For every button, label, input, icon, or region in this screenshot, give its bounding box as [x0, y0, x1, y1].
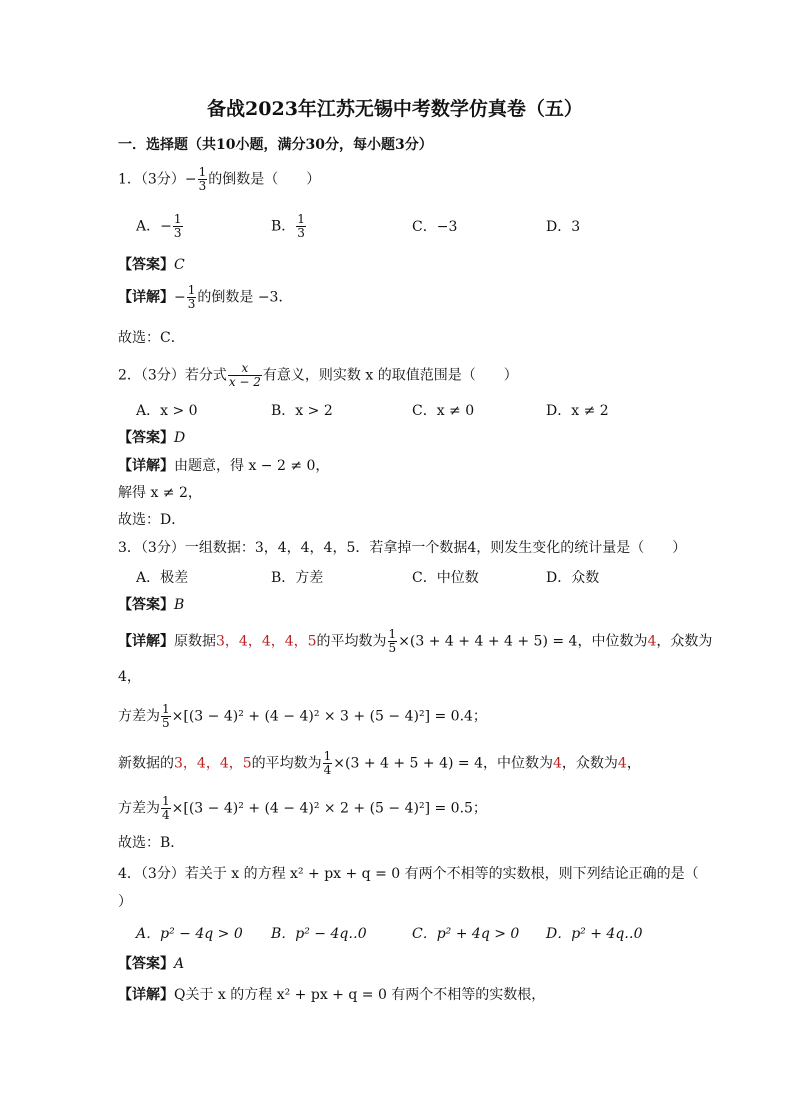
q3-d1-median: 4 — [647, 633, 657, 650]
q3-choose: 故选：B． — [118, 835, 185, 851]
q3-d4-den: 4 — [162, 808, 170, 822]
q2-detail-2: 解得 x ≠ 2， — [118, 485, 202, 501]
q3-detail-4 — [118, 795, 487, 822]
q4-option-b: B．p² − 4q‥0 — [271, 926, 367, 942]
q3-d2-frac — [161, 703, 171, 730]
question-3: 3．（3分）一组数据：3，4，4，4，5．若拿掉一个数据4，则发生变化的统计量是（ ） — [118, 540, 687, 556]
q3-d1-mid: 的平均数为 — [316, 633, 387, 650]
q1-fraction — [198, 166, 208, 193]
q3-d2-den: 5 — [162, 716, 170, 730]
q2-option-c: C．x ≠ 0 — [412, 403, 475, 419]
q1-frac-den: 3 — [198, 179, 207, 193]
q4-detail-line — [118, 986, 545, 1004]
q2-option-d: D．x ≠ 2 — [546, 403, 609, 419]
question-4: 4．（3分）若关于 x 的方程 x² + px + q = 0 有两个不相等的实数根，则下列结论正确的是（ — [118, 866, 699, 882]
q3-d1-num: 1 — [388, 627, 397, 641]
answer-tag: 【答案】 — [118, 430, 174, 446]
q1-choose: 故选：C． — [118, 330, 185, 346]
q3-d1-expr: ×(3 + 4 + 4 + 4 + 5) = 4，中位数为 — [398, 633, 648, 650]
q3-d3-den: 4 — [323, 763, 332, 777]
q1-opt-b-num: 1 — [297, 212, 305, 226]
q3-d4-frac — [161, 795, 171, 822]
q3-d1-frac — [388, 628, 398, 655]
q4-option-a: A．p² − 4q > 0 — [136, 926, 243, 942]
q3-answer: B — [174, 597, 185, 613]
q2-detail-line — [118, 457, 329, 475]
q1-detail-line — [118, 284, 292, 311]
detail-tag: 【详解】 — [118, 289, 174, 306]
q2-answer: D — [174, 430, 186, 446]
q3-detail-1 — [118, 628, 712, 655]
q1-option-b — [271, 213, 307, 240]
q3-d2-num: 1 — [162, 702, 170, 716]
q3-d2-expr: ×[(3 − 4)² + (4 − 4)² × 3 + (5 − 4)²] = 0.4； — [171, 708, 487, 725]
q3-d4-num: 1 — [162, 794, 170, 808]
q1-answer: C — [174, 257, 185, 273]
answer-tag: 【答案】 — [118, 597, 174, 613]
q4-option-d: D．p² + 4q‥0 — [546, 926, 643, 942]
detail-tag: 【详解】 — [118, 633, 174, 650]
q2-fraction — [228, 362, 262, 389]
q3-d1-pre: 原数据 — [174, 633, 216, 650]
q1-option-a — [136, 213, 184, 240]
section-heading: 一．选择题（共10小题，满分30分，每小题3分） — [118, 137, 433, 153]
q1-answer-line — [118, 256, 185, 274]
q1-frac-num: 1 — [198, 165, 207, 179]
q3-d1-mode-label: ，众数为 — [656, 633, 713, 650]
q3-answer-line — [118, 596, 184, 614]
q1-opt-b-den: 3 — [297, 226, 305, 240]
q3-detail-1-wrap: 4， — [118, 669, 141, 685]
q3-d3-expr: ×(3 + 4 + 5 + 4) = 4，中位数为 — [333, 755, 553, 772]
q1-opt-a-label: A． — [136, 218, 161, 235]
q1-opt-a-frac — [173, 213, 183, 240]
q1-opt-b-label: B． — [271, 218, 296, 235]
answer-tag: 【答案】 — [118, 257, 174, 273]
q2-choose: 故选：D． — [118, 512, 186, 528]
q1-detail-den: 3 — [187, 297, 196, 311]
question-1 — [118, 166, 320, 193]
q3-d3-end: ， — [626, 755, 641, 772]
q3-detail-2 — [118, 703, 487, 730]
q3-d4-pre: 方差为 — [118, 800, 160, 817]
q1-sign: − — [184, 171, 197, 188]
q2-suffix: 有意义，则实数 x 的取值范围是（ ） — [262, 367, 518, 384]
q3-d3-mid: 的平均数为 — [251, 755, 322, 772]
q2-option-b: B．x > 2 — [271, 403, 333, 419]
detail-tag: 【详解】 — [118, 458, 174, 474]
q2-prefix: 2．（3分）若分式 — [118, 367, 227, 384]
q3-detail-3 — [118, 750, 641, 777]
q1-option-d: D．3 — [546, 219, 581, 235]
question-2 — [118, 362, 518, 389]
q2-answer-line — [118, 429, 185, 447]
q3-d3-mode-label: ，众数为 — [561, 755, 618, 772]
q2-detail: 由题意，得 x − 2 ≠ 0， — [174, 458, 330, 474]
q3-d3-pre: 新数据的 — [118, 755, 174, 772]
q3-d3-mode: 4 — [617, 755, 627, 772]
q1-prefix: 1．（3分） — [118, 171, 185, 188]
q3-d1-data: 3，4，4，4，5 — [216, 633, 317, 650]
q1-option-c: C．−3 — [412, 219, 458, 235]
q3-d1-den: 5 — [388, 641, 397, 655]
q4-option-c: C．p² + 4q > 0 — [412, 926, 520, 942]
q3-option-b: B．方差 — [271, 570, 324, 586]
q1-detail-num: 1 — [187, 283, 196, 297]
page-title: 备战2023年江苏无锡中考数学仿真卷（五） — [207, 98, 583, 120]
q1-opt-b-frac — [296, 213, 306, 240]
q1-opt-a-num: 1 — [173, 212, 182, 226]
detail-tag: 【详解】 — [118, 987, 174, 1003]
q3-d3-frac — [323, 750, 333, 777]
q3-d3-median: 4 — [553, 755, 562, 772]
q3-option-c: C．中位数 — [412, 570, 479, 586]
q1-opt-a-den: 3 — [173, 226, 182, 240]
q1-opt-a-sign: − — [160, 218, 172, 235]
q4-detail: Q关于 x 的方程 x² + px + q = 0 有两个不相等的实数根， — [174, 987, 546, 1003]
q1-detail-suffix: 的倒数是 −3． — [197, 289, 293, 306]
q2-frac-den: x − 2 — [228, 375, 261, 389]
q1-suffix: 的倒数是（ ） — [208, 171, 321, 188]
answer-tag: 【答案】 — [118, 956, 174, 972]
q4-answer: A — [174, 956, 185, 972]
question-4-wrap: ） — [118, 894, 132, 910]
q1-detail-frac — [187, 284, 197, 311]
q2-frac-num: x — [228, 362, 262, 376]
q3-d4-expr: ×[(3 − 4)² + (4 − 4)² × 2 + (5 − 4)²] = 0.5； — [171, 800, 487, 817]
q3-d3-num: 1 — [323, 749, 332, 763]
q3-d3-data: 3，4，4，5 — [174, 755, 252, 772]
q4-answer-line — [118, 955, 184, 973]
q2-option-a: A．x > 0 — [136, 403, 198, 419]
q3-option-d: D．众数 — [546, 570, 600, 586]
q3-d2-pre: 方差为 — [118, 708, 160, 725]
q1-detail-sign: − — [174, 289, 186, 306]
q3-option-a: A．极差 — [136, 570, 189, 586]
